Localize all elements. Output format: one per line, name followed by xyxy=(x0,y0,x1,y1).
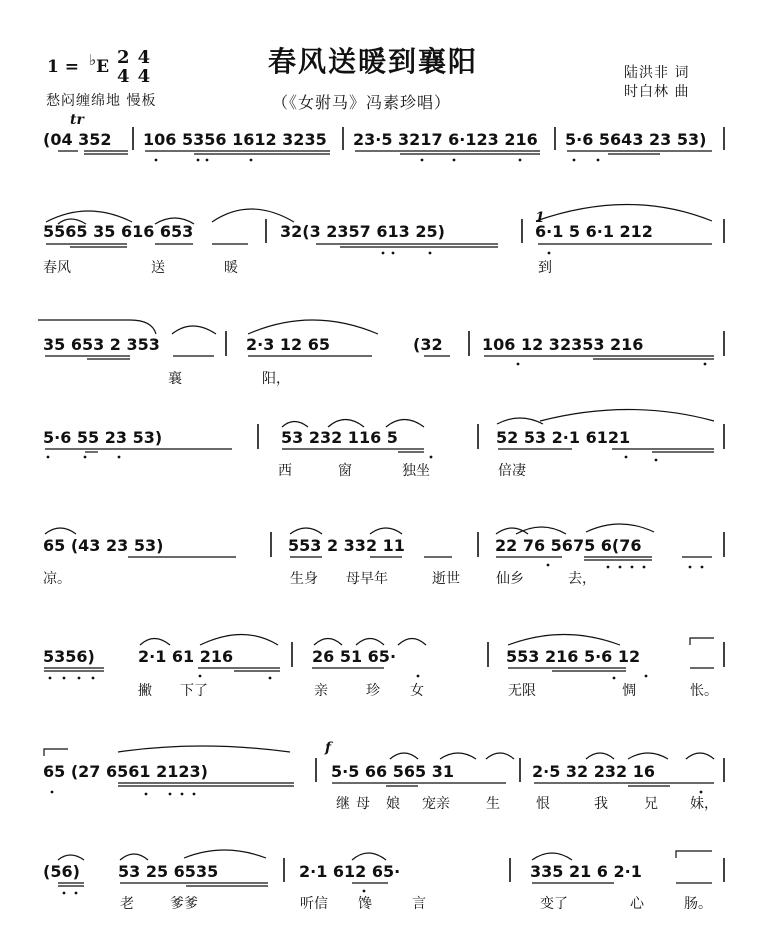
lyric-word: 母 xyxy=(356,796,370,812)
low-dot xyxy=(382,252,385,255)
slur xyxy=(184,850,266,858)
slur xyxy=(486,753,514,759)
low-dot xyxy=(193,793,196,796)
low-dot xyxy=(92,677,95,680)
measure-2-2: 32(3 2357 613 25) xyxy=(280,222,445,241)
slur xyxy=(200,635,278,646)
lyric-word: 怅。 xyxy=(690,683,718,699)
tie xyxy=(38,320,156,334)
lyric-word: 去， xyxy=(568,571,596,587)
lyric-word: 倍凄 xyxy=(498,463,526,479)
low-dot xyxy=(51,791,54,794)
low-dot xyxy=(49,677,52,680)
lyric-word: 变了 xyxy=(540,896,568,912)
low-dot xyxy=(430,456,433,459)
measure-8-4: 335 21 6 2·1 xyxy=(530,862,642,881)
measure-4-1: 5·6 55 23 53) xyxy=(43,428,163,447)
low-dot xyxy=(75,892,78,895)
lyric-word: 妹， xyxy=(690,796,718,812)
lyric-word: 春风 xyxy=(43,260,71,276)
measure-6-3: 26 51 65· xyxy=(312,647,397,666)
measure-8-2: 53 25 6535 xyxy=(118,862,219,881)
measure-6-4: 553 216 5·6 12 xyxy=(506,647,641,666)
low-dot xyxy=(631,566,634,569)
measure-3-1: 35 653 2 353 xyxy=(43,335,160,354)
measure-8-1: (56) xyxy=(43,862,80,881)
measure-2-3: 6·1 5 6·1 212 xyxy=(535,222,653,241)
score-line-8 xyxy=(43,850,724,912)
low-dot xyxy=(206,159,209,162)
lyric-word: 无限 xyxy=(508,683,536,699)
slur xyxy=(172,326,216,334)
lyric-word: 女 xyxy=(410,683,424,699)
measure-5-1: 65 (43 23 53) xyxy=(43,536,164,555)
score-line-7 xyxy=(43,740,724,812)
low-dot xyxy=(181,793,184,796)
lyric-word: 宠亲 xyxy=(422,796,450,812)
slur xyxy=(586,524,654,532)
lyric-word: 西 xyxy=(278,463,292,479)
lyric-word: 馋 xyxy=(358,896,372,912)
slur xyxy=(628,753,668,759)
measure-5-2: 553 2 332 11 xyxy=(288,536,405,555)
slur xyxy=(440,753,476,759)
slur xyxy=(120,854,148,860)
low-dot xyxy=(643,566,646,569)
measure-5-3: 22 76 5675 6(76 xyxy=(495,536,642,555)
measure-3-3: (32 xyxy=(413,335,443,354)
measure-4-3: 52 53 2·1 6121 xyxy=(496,428,631,447)
slur xyxy=(58,855,84,860)
time-top-second: 4 xyxy=(137,47,151,68)
low-dot xyxy=(250,159,253,162)
measure-6-1: 5356) xyxy=(43,647,95,666)
low-dot xyxy=(363,890,366,893)
time-top-first: 2 xyxy=(117,47,130,68)
low-dot xyxy=(700,791,703,794)
key-prefix: 1 = xyxy=(47,57,79,77)
low-dot xyxy=(63,677,66,680)
lyric-word: 下了 xyxy=(180,683,208,699)
low-dot xyxy=(453,159,456,162)
slur xyxy=(536,205,712,222)
lyric-word: 老 xyxy=(120,896,134,912)
low-dot xyxy=(645,675,648,678)
lyric-word: 逝世 xyxy=(432,571,460,587)
low-dot xyxy=(613,677,616,680)
composer-credit: 时白林 曲 xyxy=(624,84,690,100)
low-dot xyxy=(597,159,600,162)
measure-7-3: 2·5 32 232 16 xyxy=(532,762,655,781)
low-dot xyxy=(47,456,50,459)
measure-1-4: 5·6 5643 23 53) xyxy=(565,130,707,149)
low-dot xyxy=(517,363,520,366)
lyric-word: 亲 xyxy=(314,683,328,699)
slur xyxy=(328,420,364,428)
lyric-word: 我 xyxy=(594,796,608,812)
score-line-4 xyxy=(43,410,724,480)
lyric-word: 肠。 xyxy=(684,896,712,912)
measure-1-2: 106 5356 1612 3235 xyxy=(143,130,327,149)
slur xyxy=(586,753,614,759)
lyric-word: 窗 xyxy=(338,463,352,479)
low-dot xyxy=(63,892,66,895)
song-subtitle: （《女驸马》冯素珍唱） xyxy=(272,93,452,112)
measure-1-1: (04 352 xyxy=(43,130,112,149)
lyric-word: 到 xyxy=(538,260,552,276)
lyric-word: 撇 xyxy=(138,683,152,699)
slur xyxy=(248,320,378,334)
lyric-word: 珍 xyxy=(366,683,380,699)
low-dot xyxy=(573,159,576,162)
low-dot xyxy=(619,566,622,569)
slur xyxy=(46,211,132,222)
score-line-2 xyxy=(43,205,724,277)
slur xyxy=(508,635,620,646)
score-line-6 xyxy=(43,635,724,700)
lyric-word: 继 xyxy=(336,796,350,812)
slur xyxy=(386,420,424,428)
slur xyxy=(314,639,342,646)
lyric-word: 襄 xyxy=(168,371,182,387)
lyric-word: 仙乡 xyxy=(496,571,524,587)
low-dot xyxy=(155,159,158,162)
score-line-3 xyxy=(38,320,724,387)
low-dot xyxy=(704,363,707,366)
lyric-word: 凉。 xyxy=(43,571,71,587)
time-bottom-second: 4 xyxy=(137,66,151,87)
lyric-word: 娘 xyxy=(386,796,400,812)
measure-1-3: 23·5 3217 6·123 216 xyxy=(353,130,538,149)
low-dot xyxy=(701,566,704,569)
low-dot xyxy=(145,793,148,796)
flat-sign: ♭ xyxy=(89,51,97,69)
low-dot xyxy=(519,159,522,162)
low-dot xyxy=(199,675,202,678)
forte-mark: f xyxy=(325,740,332,756)
volta-mark: 1 xyxy=(535,210,545,226)
measure-2-1: 5565 35 616 653 xyxy=(43,222,194,241)
low-dot xyxy=(429,252,432,255)
low-dot xyxy=(392,252,395,255)
low-dot xyxy=(421,159,424,162)
lyric-word: 惆 xyxy=(622,683,636,699)
lyricist-credit: 陆洪非 词 xyxy=(624,65,690,81)
trill-mark: tr xyxy=(70,112,84,128)
low-dot xyxy=(625,456,628,459)
key-letter: E xyxy=(96,57,110,77)
slur xyxy=(290,528,322,534)
slur xyxy=(516,527,566,534)
measure-3-2: 2·3 12 65 xyxy=(246,335,331,354)
low-dot xyxy=(197,159,200,162)
lyric-word: 母早年 xyxy=(346,571,388,587)
tie xyxy=(44,749,68,756)
lyric-word: 言 xyxy=(412,896,426,912)
slur xyxy=(45,528,76,534)
lyric-word: 兄 xyxy=(644,796,658,812)
slur xyxy=(532,853,572,860)
low-dot xyxy=(417,675,420,678)
slur xyxy=(352,853,386,860)
lyric-word: 生 xyxy=(486,796,500,812)
low-dot xyxy=(169,793,172,796)
lyric-word: 听信 xyxy=(300,896,328,912)
measure-3-4: 106 12 32353 216 xyxy=(482,335,644,354)
time-bottom-first: 4 xyxy=(117,66,130,87)
tie xyxy=(676,851,712,858)
song-title: 春风送暖到襄阳 xyxy=(268,45,479,78)
lyric-word: 爹爹 xyxy=(170,896,198,912)
lyric-word: 心 xyxy=(630,896,644,912)
low-dot xyxy=(547,564,550,567)
slur xyxy=(686,753,714,759)
lyric-word: 暖 xyxy=(224,260,238,276)
low-dot xyxy=(655,459,658,462)
measure-8-3: 2·1 612 65· xyxy=(299,862,401,881)
slur xyxy=(282,422,308,428)
lyric-word: 阳， xyxy=(262,371,290,387)
tie xyxy=(690,638,714,645)
lyric-word: 恨 xyxy=(536,796,550,812)
slur xyxy=(398,639,426,646)
low-dot xyxy=(269,677,272,680)
low-dot xyxy=(118,456,121,459)
tempo-marking: 愁闷缠绵地 慢板 xyxy=(46,93,157,109)
lyric-word: 独坐 xyxy=(402,463,430,479)
slur xyxy=(540,410,714,422)
measure-7-2: 5·5 66 565 31 xyxy=(331,762,454,781)
slur xyxy=(356,639,384,646)
score-line-5 xyxy=(43,524,724,587)
measure-7-1: 65 (27 6561 2123) xyxy=(43,762,208,781)
measure-4-2: 53 232 116 5 xyxy=(281,428,398,447)
low-dot xyxy=(78,677,81,680)
measure-6-2: 2·1 61 216 xyxy=(138,647,234,666)
low-dot xyxy=(84,456,87,459)
slur xyxy=(370,528,402,534)
slur xyxy=(497,418,543,424)
slur xyxy=(212,209,294,222)
slur xyxy=(118,746,290,752)
low-dot xyxy=(548,252,551,255)
low-dot xyxy=(607,566,610,569)
slur xyxy=(390,753,418,759)
low-dot xyxy=(689,566,692,569)
lyric-word: 送 xyxy=(151,260,165,276)
score-line-1 xyxy=(43,112,724,161)
slur xyxy=(140,639,170,646)
lyric-word: 生身 xyxy=(290,571,318,587)
